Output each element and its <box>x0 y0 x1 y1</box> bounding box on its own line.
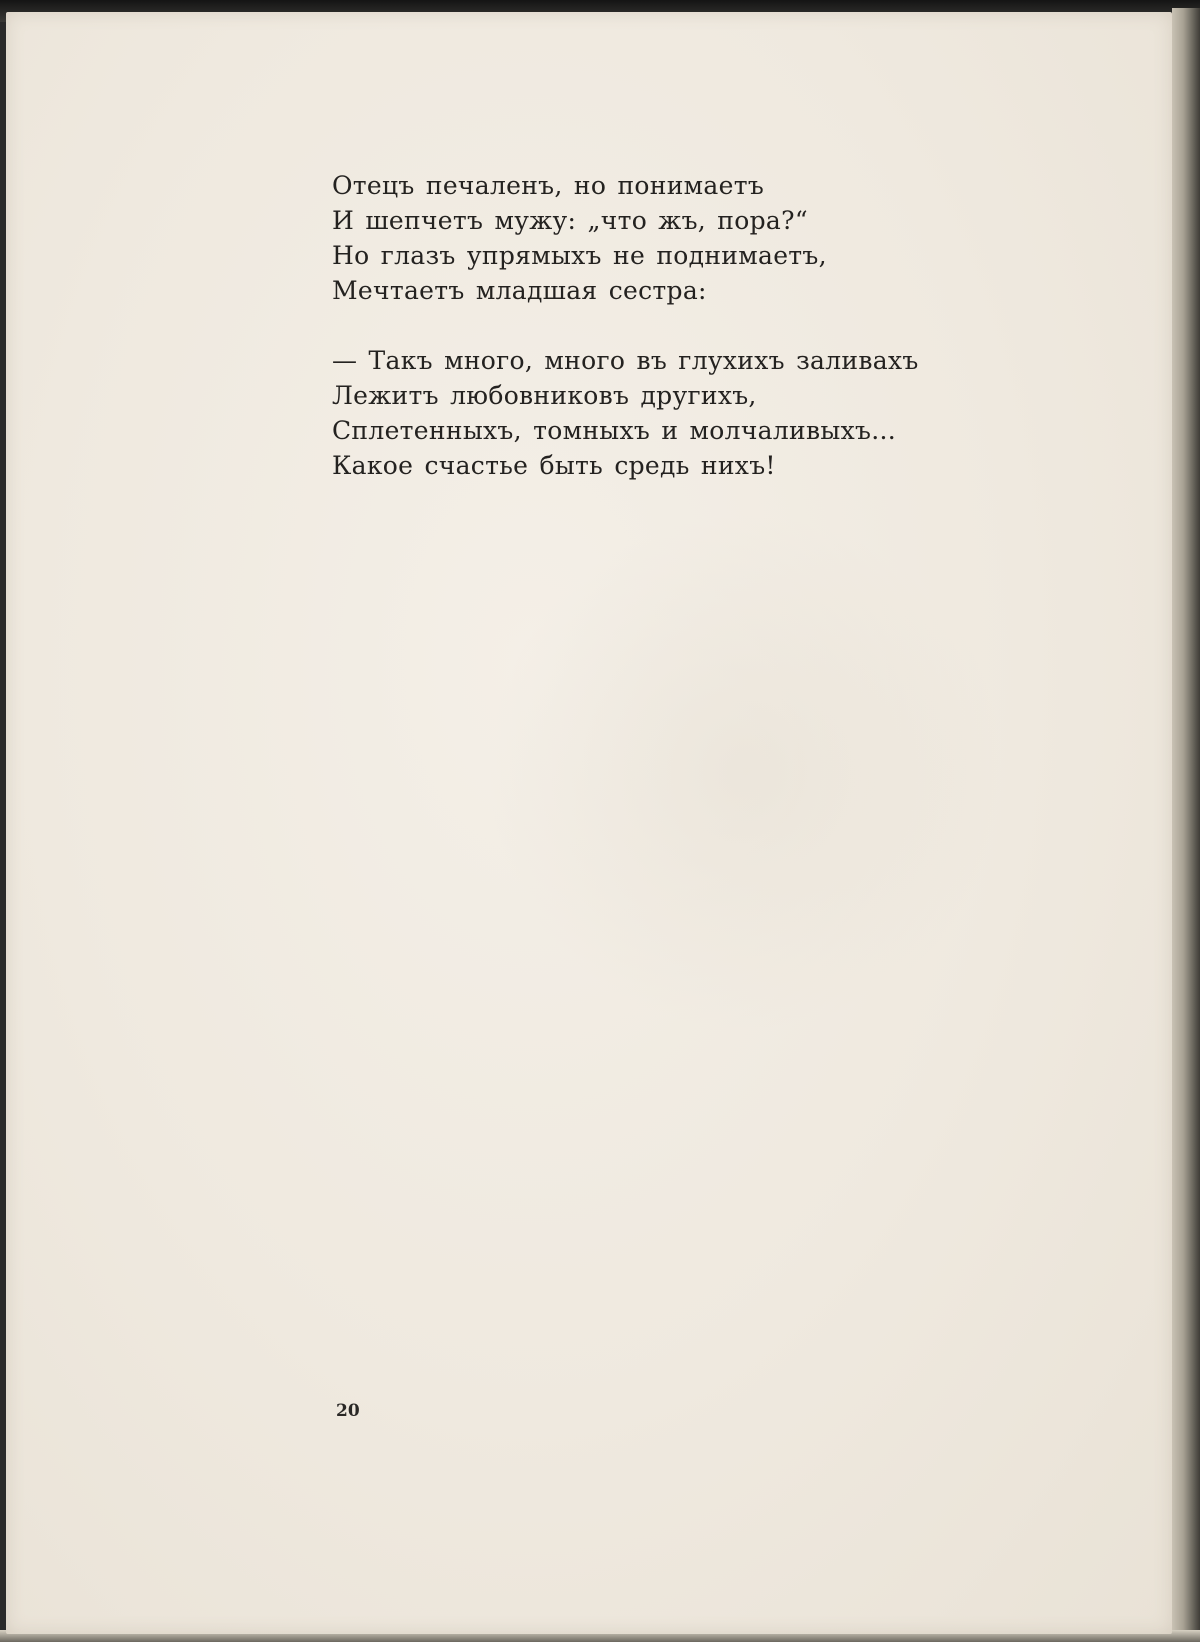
poem-line: Мечтаетъ младшая сестра: <box>332 276 707 305</box>
stanza <box>332 168 919 308</box>
poem-line: Какое счастье быть средь нихъ! <box>332 451 776 480</box>
poem-line: Отецъ печаленъ, но понимаетъ <box>332 171 765 200</box>
page-number: 20 <box>336 1401 360 1421</box>
stanza <box>332 343 919 483</box>
poem-line: — Такъ много, много въ глухихъ заливахъ <box>332 346 919 375</box>
scan-right-edge <box>1172 8 1200 1642</box>
show-through-blot <box>486 512 1006 1032</box>
poem-text <box>332 168 919 518</box>
poem-line: Сплетенныхъ, томныхъ и молчаливыхъ... <box>332 416 896 445</box>
poem-line: Но глазъ упрямыхъ не поднимаетъ, <box>332 241 827 270</box>
poem-line: Лежитъ любовниковъ другихъ, <box>332 381 757 410</box>
poem-line: И шепчетъ мужу: „что жъ, пора?“ <box>332 206 808 235</box>
